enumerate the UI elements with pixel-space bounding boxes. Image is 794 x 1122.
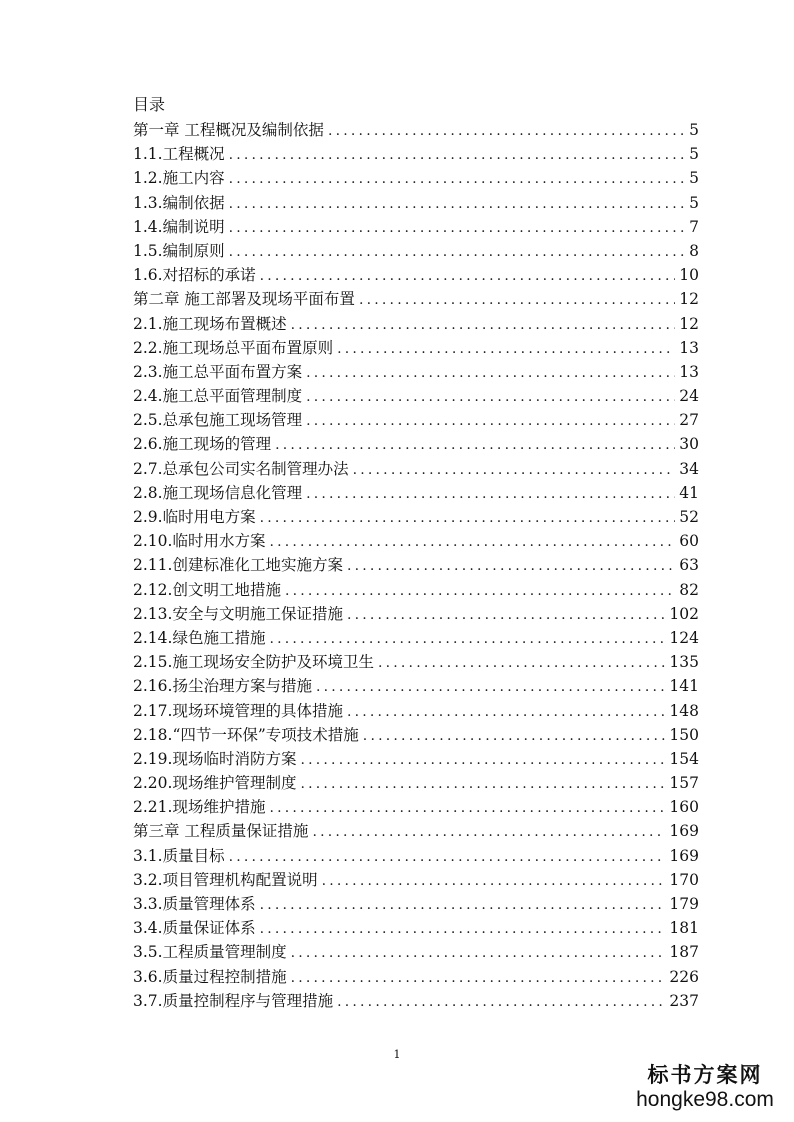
toc-dot-leader	[229, 216, 685, 240]
toc-entry-label: 3.2.项目管理机构配置说明	[133, 870, 318, 889]
toc-dot-leader	[291, 313, 676, 337]
toc-entry[interactable]	[133, 699, 699, 723]
toc-entry[interactable]	[133, 844, 699, 868]
toc-entry-label: 1.2.施工内容	[133, 169, 225, 188]
toc-entry[interactable]	[133, 892, 699, 916]
toc-dot-leader	[229, 192, 685, 216]
toc-dot-leader	[275, 433, 675, 457]
toc-dot-leader	[300, 748, 665, 772]
toc-dot-leader	[229, 845, 666, 869]
toc-entry-page: 12	[679, 290, 699, 309]
toc-entry[interactable]	[133, 795, 699, 819]
toc-entry-label: 3.3.质量管理体系	[133, 895, 256, 913]
toc-entry-label: 第三章 工程质量保证措施	[133, 822, 309, 841]
toc-entry-page: 41	[679, 483, 699, 502]
toc-entry[interactable]	[133, 602, 699, 626]
toc-entry-label: 3.6.质量过程控制措施	[133, 967, 287, 986]
toc-entry-label: 2.17.现场环境管理的具体措施	[133, 701, 343, 720]
toc-entry[interactable]	[133, 191, 699, 215]
toc-entry[interactable]	[133, 674, 699, 698]
toc-entry[interactable]	[133, 432, 699, 456]
toc-dot-leader	[337, 337, 675, 361]
toc-dot-leader	[328, 119, 685, 143]
toc-entry-label: 2.18.“四节一环保”专项技术措施	[133, 725, 359, 744]
toc-entry[interactable]	[133, 142, 699, 166]
toc-entry[interactable]	[133, 215, 699, 239]
toc-entry-label: 2.20.现场维护管理制度	[133, 774, 297, 793]
toc-entry-page: 5	[689, 121, 699, 139]
toc-entry[interactable]	[133, 553, 699, 577]
toc-title: 目录	[133, 95, 166, 114]
toc-entry-label: 1.4.编制说明	[133, 217, 225, 236]
toc-entry[interactable]	[133, 989, 699, 1013]
toc-dot-leader	[229, 143, 685, 167]
toc-dot-leader	[269, 796, 665, 820]
toc-dot-leader	[306, 385, 675, 409]
toc-entry-page: 169	[669, 846, 699, 865]
toc-entry-page: 181	[669, 919, 699, 938]
toc-entry[interactable]	[133, 771, 699, 795]
toc-entry[interactable]	[133, 118, 699, 142]
toc-entry-page: 30	[679, 435, 699, 454]
toc-dot-leader	[347, 700, 665, 724]
toc-entry-page: 157	[669, 774, 699, 793]
toc-entry-page: 5	[689, 169, 699, 188]
toc-entry-page: 160	[669, 798, 699, 817]
toc-entry-label: 3.7.质量控制程序与管理措施	[133, 991, 334, 1010]
toc-dot-leader	[363, 724, 666, 748]
toc-entry[interactable]	[133, 965, 699, 989]
toc-entry-page: 7	[689, 217, 699, 236]
toc-entry-label: 2.13.安全与文明施工保证措施	[133, 604, 343, 623]
toc-dot-leader	[316, 675, 665, 699]
toc-entry-page: 13	[679, 362, 699, 381]
toc-entry-label: 2.12.创文明工地措施	[133, 580, 281, 599]
toc-entry[interactable]	[133, 626, 699, 650]
toc-entry[interactable]	[133, 481, 699, 505]
toc-entry-page: 170	[669, 870, 699, 889]
toc-entry[interactable]	[133, 505, 699, 529]
toc-entry-label: 3.4.质量保证体系	[133, 919, 256, 938]
toc-entry-page: 5	[689, 193, 699, 212]
toc-entry[interactable]	[133, 287, 699, 311]
toc-entry-page: 226	[669, 967, 699, 986]
toc-entry-page: 124	[669, 628, 699, 647]
page-number: 1	[393, 1048, 401, 1061]
toc-dot-leader	[300, 772, 665, 796]
toc-entry-label: 1.1.工程概况	[133, 145, 225, 164]
toc-entry-label: 2.1.施工现场布置概述	[133, 314, 287, 333]
toc-entry-page: 5	[689, 145, 699, 164]
toc-dot-leader	[260, 264, 676, 288]
toc-dot-leader	[378, 651, 665, 675]
toc-entry[interactable]	[133, 819, 699, 843]
toc-entry-label: 2.4.施工总平面管理制度	[133, 387, 303, 406]
toc-entry-page: 141	[669, 677, 699, 696]
toc-dot-leader	[306, 409, 675, 433]
toc-dot-leader	[291, 966, 666, 990]
toc-dot-leader	[260, 893, 666, 917]
toc-entry[interactable]	[133, 940, 699, 964]
toc-entry-label: 2.5.总承包施工现场管理	[133, 411, 303, 430]
toc-entry[interactable]	[133, 916, 699, 940]
toc-entry-page: 10	[679, 266, 699, 285]
toc-dot-leader	[322, 869, 666, 893]
toc-entry-page: 12	[679, 314, 699, 333]
toc-entry[interactable]	[133, 578, 699, 602]
toc-entry-label: 2.10.临时用水方案	[133, 532, 266, 551]
toc-entry-page: 179	[669, 895, 699, 913]
toc-entry-page: 52	[679, 508, 699, 526]
toc-dot-leader	[291, 941, 666, 965]
toc-entry-label: 3.1.质量目标	[133, 846, 225, 865]
toc-entry[interactable]	[133, 360, 699, 384]
toc-entry[interactable]	[133, 263, 699, 287]
toc-entry-label: 2.14.绿色施工措施	[133, 628, 266, 647]
toc-dot-leader	[347, 603, 665, 627]
toc-dot-leader	[353, 458, 676, 482]
toc-entry-label: 2.3.施工总平面布置方案	[133, 362, 303, 381]
toc-entry-page: 237	[669, 991, 699, 1010]
toc-dot-leader	[269, 530, 675, 554]
toc-entry-label: 2.15.施工现场安全防护及环境卫生	[133, 653, 374, 672]
toc-entry-label: 1.6.对招标的承诺	[133, 266, 256, 285]
toc-dot-leader	[260, 506, 676, 530]
toc-entry-page: 148	[669, 701, 699, 720]
toc-entry[interactable]	[133, 868, 699, 892]
toc-dot-leader	[347, 554, 675, 578]
toc-entry[interactable]	[133, 408, 699, 432]
toc-entry[interactable]	[133, 336, 699, 360]
site-watermark	[630, 1062, 780, 1112]
toc-dot-leader	[337, 990, 665, 1014]
toc-entry[interactable]	[133, 312, 699, 336]
toc-entry-label: 2.11.创建标准化工地实施方案	[133, 556, 343, 575]
toc-entry-page: 24	[679, 387, 699, 406]
toc-entry-label: 第一章 工程概况及编制依据	[133, 121, 324, 139]
toc-entry-label: 2.8.施工现场信息化管理	[133, 483, 303, 502]
toc-dot-leader	[269, 627, 665, 651]
toc-entry-label: 2.9.临时用电方案	[133, 508, 256, 526]
toc-entry[interactable]	[133, 723, 699, 747]
toc-entry-page: 187	[669, 943, 699, 962]
toc-entry-page: 63	[679, 556, 699, 575]
toc-entry[interactable]	[133, 166, 699, 190]
toc-entry-label: 1.5.编制原则	[133, 241, 225, 260]
watermark-url: hongke98.com	[636, 1088, 774, 1111]
toc-dot-leader	[312, 820, 665, 844]
table-of-contents	[133, 118, 699, 1013]
toc-entry-label: 2.21.现场维护措施	[133, 798, 266, 817]
toc-entry-page: 13	[679, 338, 699, 357]
toc-entry-page: 169	[669, 822, 699, 841]
toc-entry-label: 1.3.编制依据	[133, 193, 225, 212]
toc-entry[interactable]	[133, 457, 699, 481]
toc-entry-page: 34	[679, 459, 699, 478]
toc-entry-label: 2.2.施工现场总平面布置原则	[133, 338, 334, 357]
toc-entry-page: 150	[669, 725, 699, 744]
toc-entry-label: 3.5.工程质量管理制度	[133, 943, 287, 962]
toc-entry-page: 154	[669, 749, 699, 768]
toc-entry-page: 82	[679, 580, 699, 599]
toc-dot-leader	[306, 482, 675, 506]
toc-entry-label: 第二章 施工部署及现场平面布置	[133, 290, 355, 309]
toc-entry[interactable]	[133, 747, 699, 771]
toc-entry-label: 2.16.扬尘治理方案与措施	[133, 677, 312, 696]
watermark-name: 标书方案网	[647, 1062, 763, 1087]
toc-entry-page: 60	[679, 532, 699, 551]
toc-entry-label: 2.7.总承包公司实名制管理办法	[133, 459, 349, 478]
toc-dot-leader	[306, 361, 675, 385]
toc-entry-page: 27	[679, 411, 699, 430]
toc-dot-leader	[260, 917, 666, 941]
toc-entry[interactable]	[133, 529, 699, 553]
toc-entry[interactable]	[133, 650, 699, 674]
toc-dot-leader	[359, 288, 675, 312]
toc-entry-page: 102	[669, 604, 699, 623]
toc-entry-page: 135	[669, 653, 699, 672]
toc-entry-label: 2.19.现场临时消防方案	[133, 749, 297, 768]
toc-entry-page: 8	[689, 241, 699, 260]
toc-dot-leader	[229, 240, 685, 264]
toc-entry[interactable]	[133, 239, 699, 263]
toc-entry-label: 2.6.施工现场的管理	[133, 435, 272, 454]
toc-dot-leader	[285, 579, 675, 603]
toc-entry[interactable]	[133, 384, 699, 408]
toc-dot-leader	[229, 167, 685, 191]
